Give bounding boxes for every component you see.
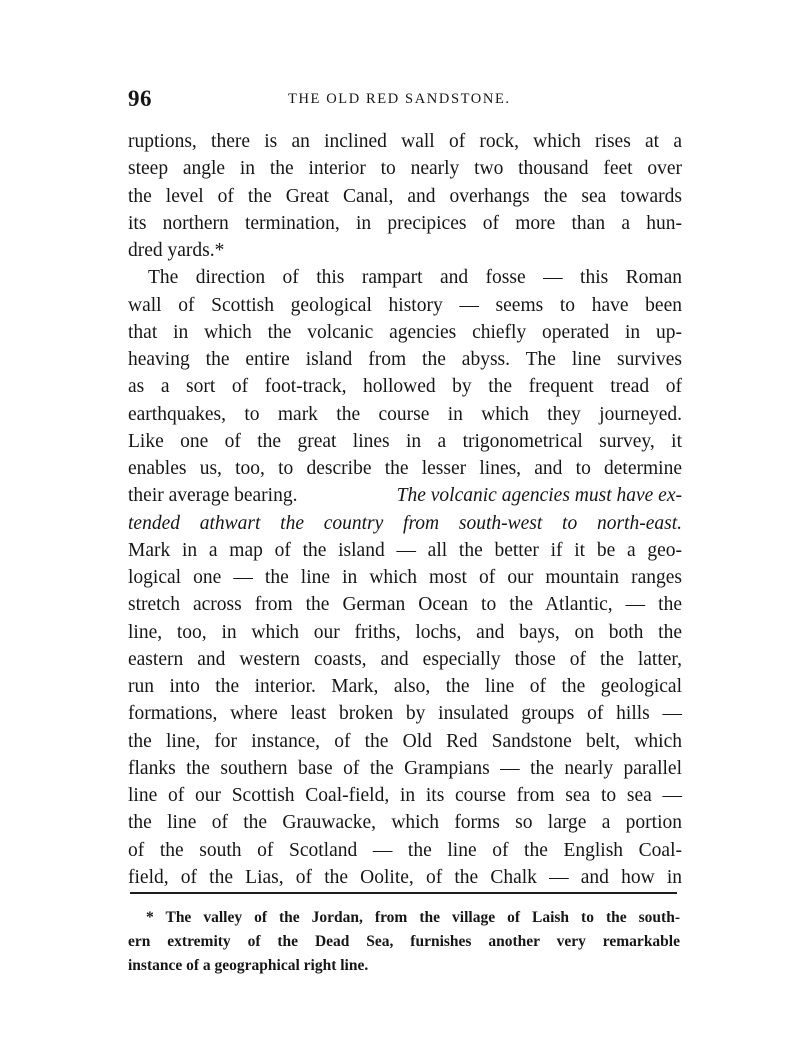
text-line-mixed xyxy=(128,482,682,509)
text-line: of the south of Scotland — the line of the English Coal- xyxy=(128,839,682,861)
footnote-line: * The valley of the Jordan, from the village of Laish to the south- xyxy=(146,909,680,926)
italic-text-run: The volcanic agencies must have ex- xyxy=(396,485,682,507)
text-line: wall of Scottish geological history — seems to have been xyxy=(128,294,682,316)
footnote-line: instance of a geographical right line. xyxy=(128,957,369,974)
running-title: THE OLD RED SANDSTONE. xyxy=(288,91,511,107)
text-line: logical one — the line in which most of our mountain ranges xyxy=(128,567,682,588)
text-run: their average bearing. xyxy=(128,485,298,507)
page-number: 96 xyxy=(128,86,152,111)
text-line: line of our Scottish Coal-field, in its course from sea to sea — xyxy=(128,785,682,806)
text-line: Like one of the great lines in a trigonometrical survey, it xyxy=(128,430,682,452)
footnote-line: ern extremity of the Dead Sea, furnishes another very remarkable xyxy=(128,933,680,950)
text-line: run into the interior. Mark, also, the line of the geological xyxy=(128,676,682,697)
paragraph-first-line: The direction of this rampart and fosse — this Roman xyxy=(148,267,682,289)
text-line: formations, where least broken by insulated groups of hills — xyxy=(128,703,682,725)
text-line: dred yards.* xyxy=(128,240,225,261)
text-line: its northern termination, in precipices of more than a hun- xyxy=(128,212,682,234)
italic-text-line: tended athwart the country from south-west to north-east. xyxy=(128,512,682,534)
text-line: heaving the entire island from the abyss. The line survives xyxy=(128,349,682,370)
text-line: the line of the Grauwacke, which forms so large a portion xyxy=(128,812,682,834)
text-line: as a sort of foot-track, hollowed by the frequent tread of xyxy=(128,376,682,398)
text-line: the level of the Great Canal, and overhangs the sea towards xyxy=(128,185,682,207)
text-line: eastern and western coasts, and especially those of the latter, xyxy=(128,648,682,670)
text-line: earthquakes, to mark the course in which they journeyed. xyxy=(128,403,682,425)
text-line: Mark in a map of the island — all the better if it be a geo- xyxy=(128,539,682,561)
text-line: stretch across from the German Ocean to the Atlantic, — the xyxy=(128,594,682,616)
text-line: the line, for instance, of the Old Red Sandstone belt, which xyxy=(128,730,682,752)
text-line: that in which the volcanic agencies chiefly operated in up- xyxy=(128,321,682,343)
text-line: steep angle in the interior to nearly two thousand feet over xyxy=(128,158,682,180)
footnote xyxy=(128,906,680,978)
body-text xyxy=(128,128,682,891)
text-line: ruptions, there is an inclined wall of rock, which rises at a xyxy=(128,131,682,152)
running-head xyxy=(128,86,680,116)
text-line: line, too, in which our friths, lochs, and bays, on both the xyxy=(128,621,682,643)
text-line: flanks the southern base of the Grampians — the nearly parallel xyxy=(128,757,682,779)
text-line: enables us, too, to describe the lesser lines, and to determine xyxy=(128,458,682,479)
footnote-divider xyxy=(130,892,677,894)
text-line: field, of the Lias, of the Oolite, of the Chalk — and how in xyxy=(128,866,682,888)
